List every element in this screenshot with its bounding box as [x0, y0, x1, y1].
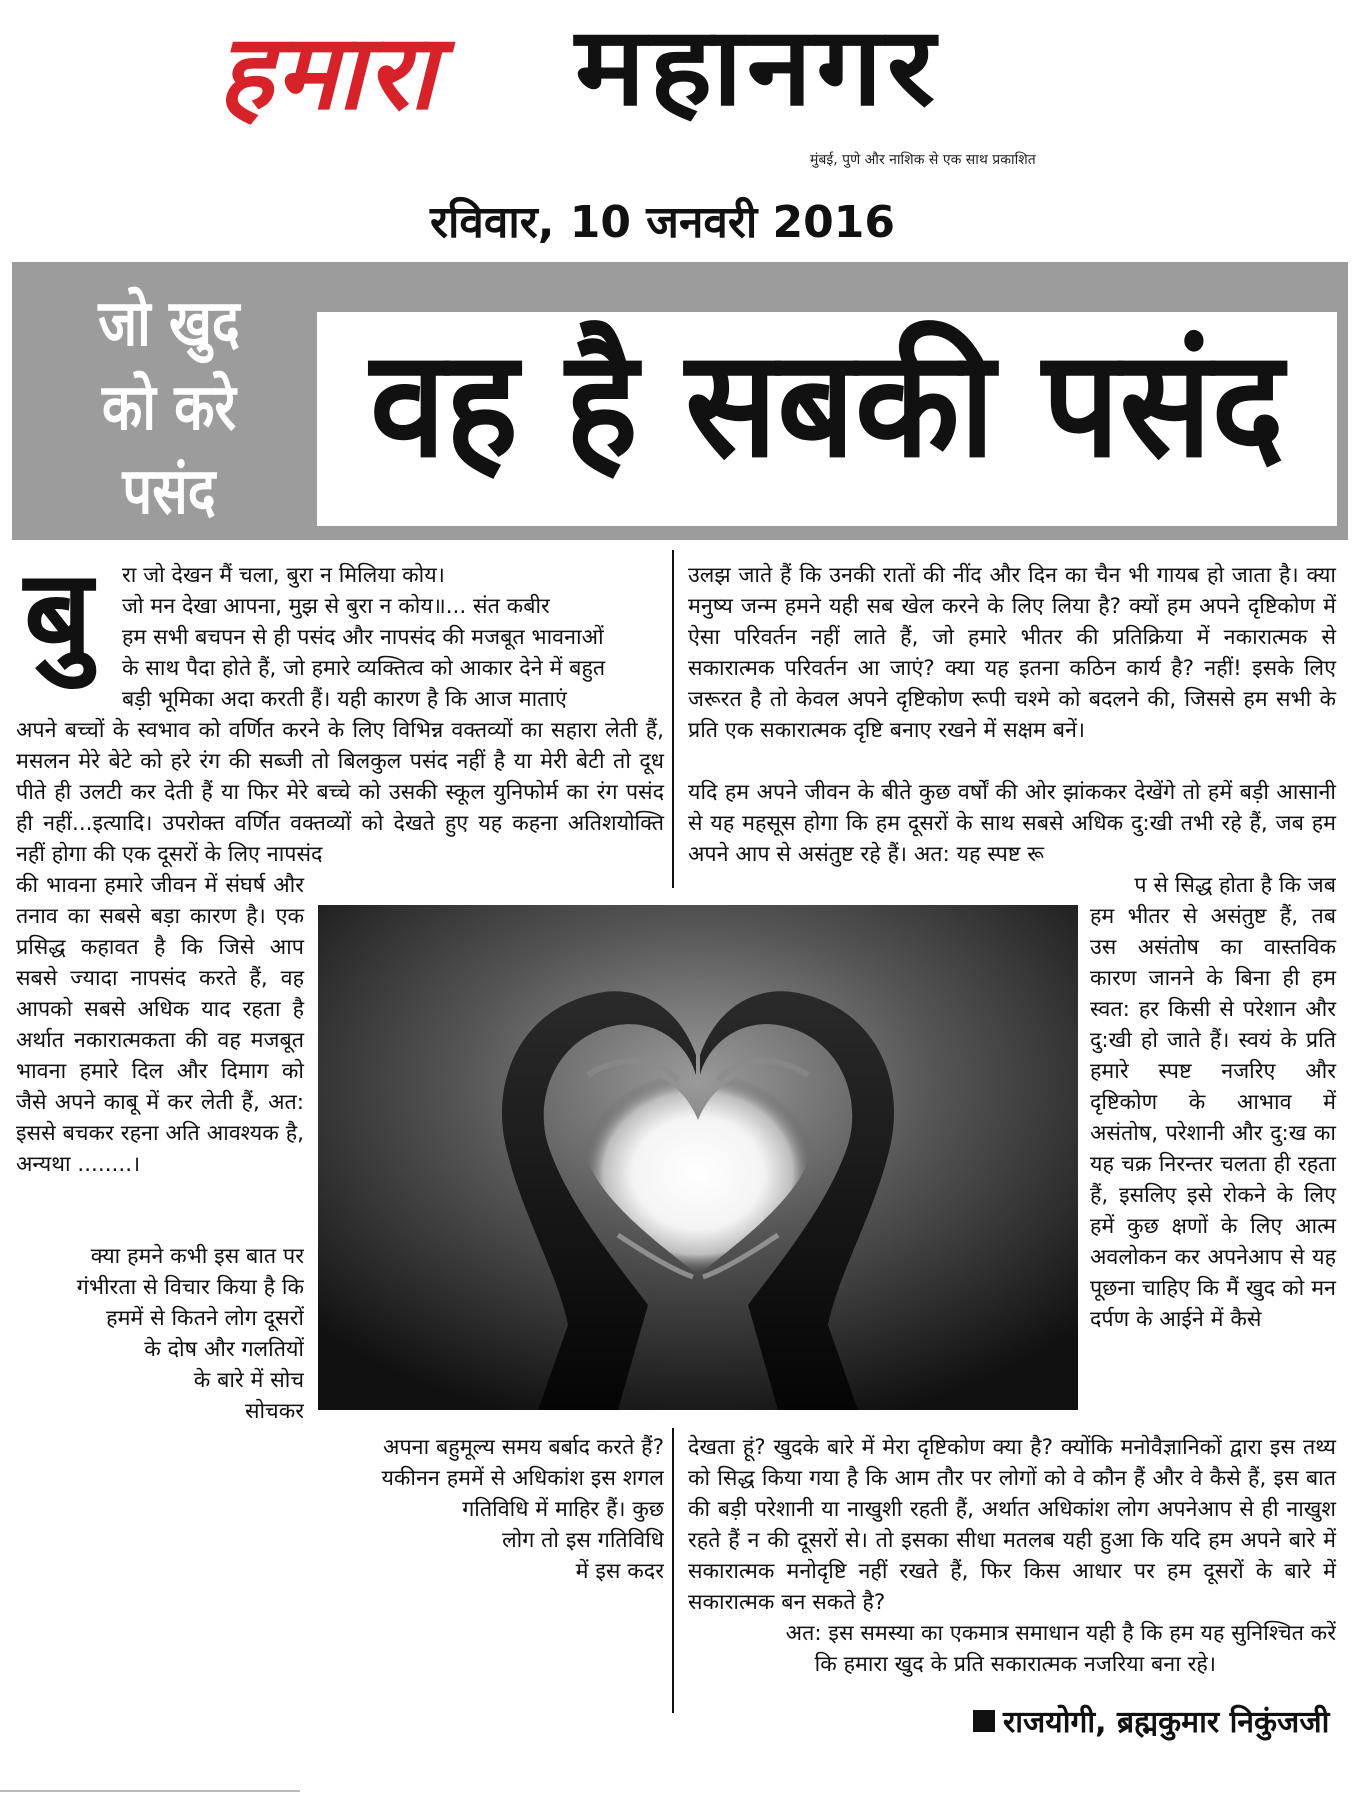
- column-rule: [672, 1428, 674, 1713]
- drop-cap: बु: [24, 545, 93, 684]
- text-line: अपना बहुमूल्य समय बर्बाद करते हैं?: [383, 1435, 664, 1460]
- text-line: कि हमारा खुद के प्रति सकारात्मक नजरिया बना रहे।: [814, 1652, 1216, 1677]
- text-line: अत: इस समस्या का एकमात्र समाधान यही है कि हम यह सुनिश्चित करें: [785, 1621, 1336, 1646]
- byline-marker: [973, 1710, 995, 1732]
- text-line: गंभीरता से विचार किया है कि: [76, 1275, 304, 1300]
- heart-hands-photo: [318, 905, 1078, 1410]
- article-col1-narrow: की भावना हमारे जीवन में संघर्ष और तनाव का सबसे बड़ा कारण है। एक प्रसिद्ध कहावत है कि जिसे आप सबसे ज्यादा नापसंद करते हैं, वह आपको सबसे अधिक याद रहता है अर्थात नकारात्मकता की वह मजबूत भावना हमारे दिल और दिमाग को जैसे अपने काबू में कर लेती हैं, अत: इससे बचकर रहना अति आवश्यक है, अन्यथा ........।: [16, 873, 304, 1177]
- issue-date: रविवार, 10 जनवरी 2016: [430, 197, 895, 248]
- text-line: प से सिद्ध होता है कि जब: [1134, 873, 1336, 898]
- text-line: के दोष और गलतियों: [144, 1337, 304, 1362]
- masthead-name-part2: महानगर: [575, 2, 939, 130]
- text-line: यकीनन हममें से अधिकांश इस शगल: [381, 1466, 664, 1491]
- headline-title: वह है सबकी पसंद: [370, 318, 1284, 490]
- article-col2-narrow: हम भीतर से असंतुष्ट हैं, तब उस असंतोष का वास्तविक कारण जानने के बिना ही हम स्वत: हर किसी से परेशान और दु:खी हो जाते हैं। स्वयं के प्रति हमारे स्पष्ट नजरिए और दृष्टिकोण के आभाव में असंतोष, परेशानी और दु:ख का यह चक्र निरन्तर चलता ही रहता हैं, इसलिए इसे रोकने के लिए हमें कुछ क्षणों के लिए आत्म अवलोकन कर अपनेआप से यह पूछना चाहिए कि मैं खुद को मन दर्पण के आईने में कैसे: [1090, 904, 1336, 1332]
- article-col1-bottom: [260, 1432, 664, 1587]
- text-line: लोग तो इस गतिविधि: [502, 1528, 664, 1553]
- text-line: हममें से कितने लोग दूसरों: [106, 1306, 304, 1331]
- article-intro-lines: [122, 560, 664, 715]
- text-line: में इस कदर: [575, 1559, 664, 1584]
- text-line: गतिविधि में माहिर हैं। कुछ: [462, 1497, 664, 1522]
- footer-divider: [0, 1790, 300, 1792]
- article-col2-narrow-first: [1090, 870, 1336, 901]
- article-col2-paragraph-2: यदि हम अपने जीवन के बीते कुछ वर्षों की ओर झांककर देखेंगे तो हमें बड़ी आसानी से यह महसूस होगा कि हम दूसरों के साथ सबसे अधिक दु:खी तभी रहे हैं, जब हम अपने आप से असंतुष्ट रहे हैं। अत: यह स्पष्ट रू: [688, 780, 1336, 867]
- heart-hands-icon: [318, 905, 1078, 1410]
- masthead-name-part1: हमारा: [218, 10, 438, 133]
- kicker-line: पसंद: [122, 455, 216, 529]
- article-col1-paragraph: अपने बच्चों के स्वभाव को वर्णित करने के लिए विभिन्न वक्तव्यों का सहारा लेती हैं, मसलन मेरे बेटे को हरे रंग की सब्जी तो बिलकुल पसंद नहीं है या मेरी बेटी तो दूध पीते ही उलटी कर देती हैं या फिर मेरे बच्चे को उसकी स्कूल युनिफोर्म का रंग पसंद ही नहीं...इत्यादि। उपरोक्त वर्णित वक्तव्यों को देखते हुए यह कहना अतिशयोक्ति नहीं होगा की एक दूसरों के लिए नापसंद: [16, 718, 664, 867]
- masthead-tagline: मुंबई, पुणे और नाशिक से एक साथ प्रकाशित: [810, 152, 1036, 168]
- article-col2-bottom: देखता हूं? खुदके बारे में मेरा दृष्टिकोण क्या है? क्योंकि मनोवैज्ञानिकों द्वारा इस तथ्य को सिद्ध किया गया है कि आम तौर पर लोगों को वे कौन हैं और वे कैसे हैं, इस बात की बड़ी परेशानी या नाखुशी रहती हैं, अर्थात अधिकांश लोग अपनेआप से ही नाखुश रहते हैं न की दूसरों से। तो इसका सीधा मतलब यही हुआ कि यदि हम अपने बारे में सकारात्मक मनोदृष्टि नहीं रखते हैं, फिर किस आधार पर हम दूसरों के बारे में सकारात्मक बन सकते है?: [688, 1435, 1336, 1615]
- kicker-line: को करे: [102, 371, 236, 445]
- article-col2-paragraph-1: उलझ जाते हैं कि उनकी रातों की नींद और दिन का चैन भी गायब हो जाता है। क्या मनुष्य जन्म हमने यही सब खेल करने के लिए लिया है? क्यों हम अपने दृष्टिकोण में ऐसा परिवर्तन नहीं लाते हैं, जो हमारे भीतर की प्रतिक्रिया में नकारात्मक से सकारात्मक परिवर्तन आ जाएं? क्या यह इतना कठिन कार्य है? नहीं! इसके लिए जरूरत है तो केवल अपने दृष्टिकोण रूपी चश्मे को बदलने की, जिससे हम सभी के प्रति एक सकारात्मक दृष्टि बनाए रखने में सक्षम बनें।: [688, 563, 1336, 743]
- text-line: के साथ पैदा होते हैं, जो हमारे व्यक्तित्व को आकार देने में बहुत: [122, 656, 606, 681]
- text-line: जो मन देखा आपना, मुझ से बुरा न कोय॥... संत कबीर: [122, 594, 550, 619]
- text-line: क्या हमने कभी इस बात पर: [90, 1244, 304, 1269]
- article-byline: राजयोगी, ब्रह्मकुमार निकुंजजी: [1003, 1705, 1330, 1740]
- article-col1-narrow-tail: [16, 1241, 304, 1427]
- column-rule: [672, 550, 674, 888]
- text-line: हम सभी बचपन से ही पसंद और नापसंद की मजबूत भावनाओं: [122, 625, 604, 650]
- text-line: रा जो देखन मैं चला, बुरा न मिलिया कोय।: [122, 563, 445, 588]
- text-line: सोचकर: [244, 1399, 304, 1424]
- kicker-line: जो खुद: [98, 287, 240, 361]
- headline-kicker: [58, 282, 279, 534]
- article-col2-end: [688, 1618, 1336, 1680]
- text-line: के बारे में सोच: [193, 1368, 304, 1393]
- text-line: बड़ी भूमिका अदा करती हैं। यही कारण है कि आज माताएं: [122, 687, 567, 712]
